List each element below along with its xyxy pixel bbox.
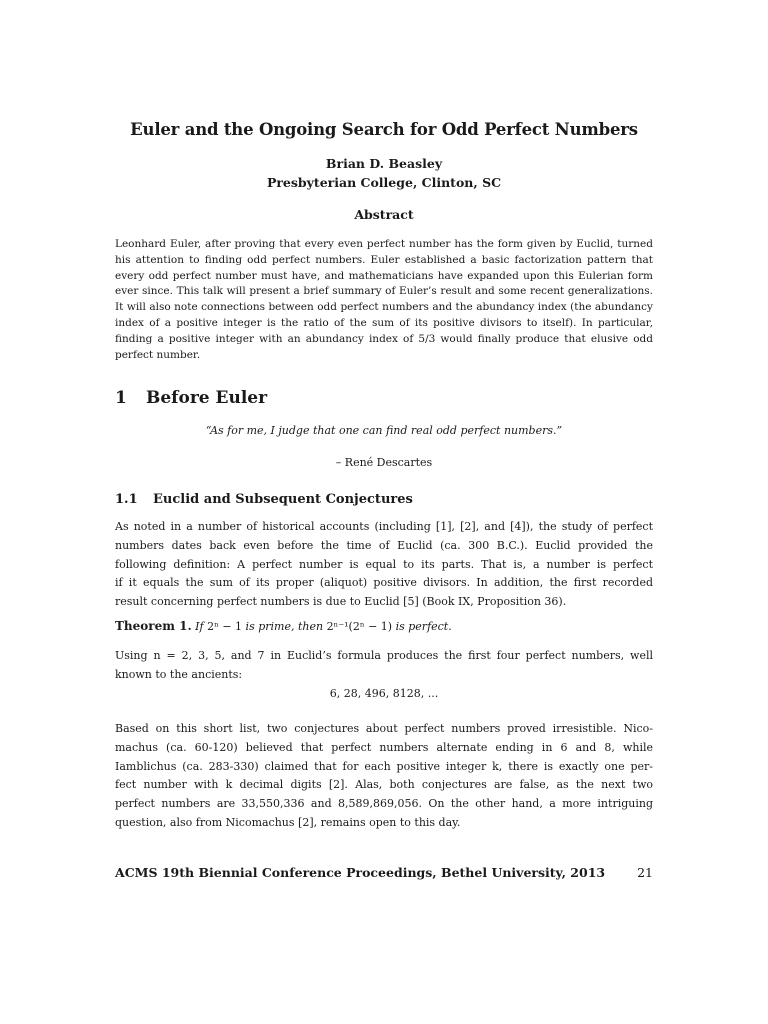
paragraph-history [115,518,653,612]
section-number: 1 [115,388,127,408]
paragraph-euclid-formula [115,647,653,685]
paragraph-line: Using n = 2, 3, 5, and 7 in Euclid’s formula produces the first four perfect numbers, well [115,649,653,662]
paragraph-line: perfect numbers are 33,550,336 and 8,589,869,056. On the other hand, a more intriguing [115,797,653,811]
paragraph-line: if it equals the sum of its proper (aliquot) positive divisors. In addition, the first recorded [115,576,653,590]
section-heading [115,386,653,410]
paragraph-line: known to the ancients: [115,667,243,681]
abstract-line: finding a positive integer with an abundancy index of 5/3 would finally produce that elusive odd [115,332,653,345]
abstract-line: index of a positive integer is the ratio of the sum of its positive divisors to itself). In particular, [115,316,653,329]
paragraph-line: numbers dates back even before the time of Euclid (ca. 300 B.C.). Euclid provided the [115,538,653,552]
paragraph-line: question, also from Nicomachus [2], remains open to this day. [115,815,461,829]
paragraph-line: result concerning perfect numbers is due to Euclid [5] (Book IX, Proposition 36). [115,595,567,609]
theorem-if: If [195,620,204,633]
page-number: 21 [637,865,653,880]
paragraph-line: machus (ca. 60-120) believed that perfect numbers alternate ending in 6 and 8, while [115,740,653,754]
paragraph-conjectures [115,720,653,833]
subsection-heading [115,490,653,510]
abstract-line: Leonhard Euler, after proving that every even perfect number has the form given by Euclid, turned [115,238,653,250]
paragraph-line: fect number with k decimal digits [2]. Alas, both conjectures are false, as the next two [115,778,653,792]
page-footer: ACMS 19th Biennial Conference Proceedings, Bethel University, 2013 [115,865,606,880]
theorem-is-perfect: is perfect. [395,620,452,633]
abstract-line: perfect number. [115,348,201,361]
abstract-body [115,237,653,363]
theorem-prime-expression: 2ⁿ − 1 [207,620,243,633]
theorem-label: Theorem 1. [115,619,192,633]
paragraph-line: As noted in a number of historical accounts (including [1], [2], and [4]), the study of perfect [115,520,653,533]
theorem-perfect-expression: 2ⁿ⁻¹(2ⁿ − 1) [326,620,393,633]
theorem-is-prime: is prime, then [245,620,324,633]
paragraph-line: following definition: A perfect number is equal to its parts. That is, a number is perfect [115,557,653,571]
author-name: Brian D. Beasley [325,156,443,171]
paper-title: Euler and the Ongoing Search for Odd Perfect Numbers [130,120,638,139]
perfect-numbers-list: 6, 28, 496, 8128, ... [329,687,439,700]
section-title: Before Euler [146,388,268,408]
abstract-heading: Abstract [354,207,414,222]
subsection-title: Euclid and Subsequent Conjectures [153,492,413,507]
abstract-line: every odd perfect number must have, and mathematicians have expanded upon this Eulerian form [115,269,653,282]
abstract-line: It will also note connections between odd perfect numbers and the abundancy index (the abundancy [115,301,653,314]
subsection-number: 1.1 [115,492,138,507]
author-affiliation: Presbyterian College, Clinton, SC [266,175,502,190]
paragraph-line: Iamblichus (ca. 283-330) claimed that for each positive integer k, there is exactly one per- [115,759,653,773]
epigraph-attribution: – René Descartes [335,456,433,469]
theorem-statement [115,617,653,636]
paragraph-line: Based on this short list, two conjectures about perfect numbers proved irresistible. Nico- [115,722,653,735]
abstract-line: ever since. This talk will present a brief summary of Euler’s result and some recent generalizations. [115,285,653,298]
epigraph-quote: “As for me, I judge that one can find real odd perfect numbers.” [205,424,563,437]
abstract-line: his attention to finding odd perfect numbers. Euler established a basic factorization pattern that [115,253,653,266]
